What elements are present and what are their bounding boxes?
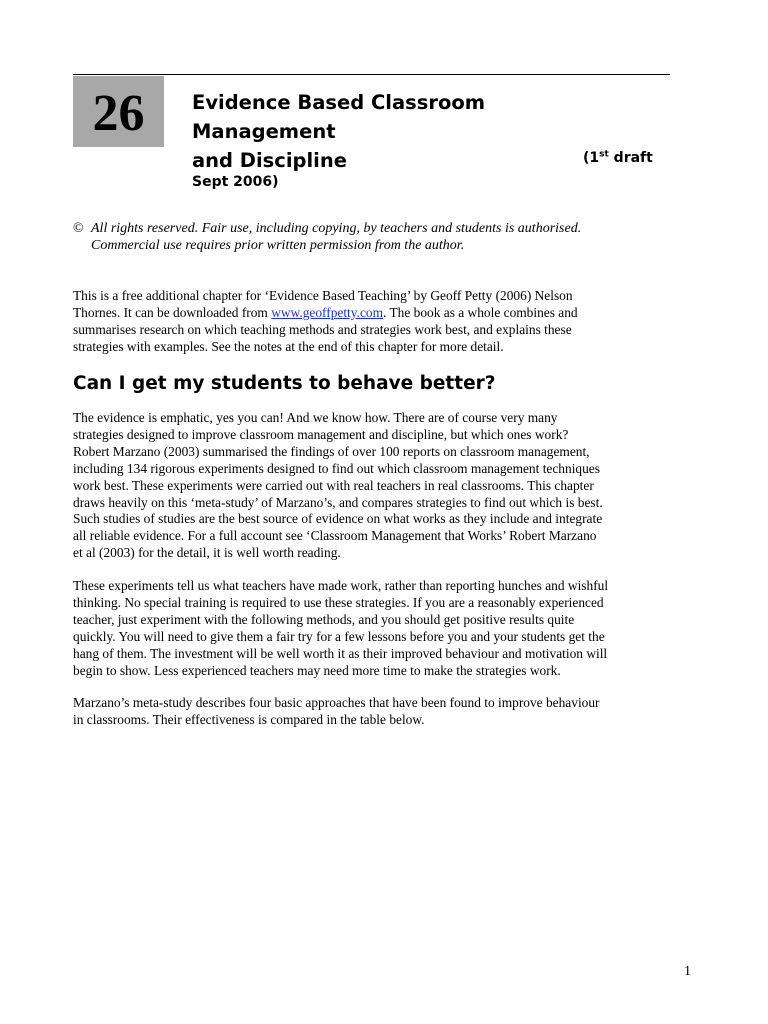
- draft-prefix: (1: [583, 150, 600, 166]
- paragraph-line: in classrooms. Their effectiveness is compared in the table below.: [73, 711, 425, 727]
- paragraph-line: hang of them. The investment will be well worth it as their improved behaviour and motivation will: [73, 645, 608, 661]
- chapter-title-line: Management: [192, 120, 336, 143]
- paragraph-line: Robert Marzano (2003) summarised the findings of over 100 reports on classroom management,: [73, 443, 590, 459]
- website-link[interactable]: www.geoffpetty.com: [271, 304, 384, 320]
- paragraph-line: The evidence is emphatic, yes you can! And we know how. There are of course very many: [73, 410, 558, 425]
- body-paragraph: [73, 410, 698, 562]
- intro-line: strategies with examples. See the notes at the end of this chapter for more detail.: [73, 338, 504, 354]
- body-paragraph: [73, 695, 698, 729]
- paragraph-line: thinking. No special training is required to use these strategies. If you are a reasonably experienced: [73, 594, 604, 610]
- intro-line: This is a free additional chapter for ‘Evidence Based Teaching’ by Geoff Petty (2006) Nelson: [73, 288, 573, 303]
- copyright-line: All rights reserved. Fair use, including copying, by teachers and students is authorised.: [91, 221, 582, 236]
- paragraph-line: begin to show. Less experienced teachers may need more time to make the strategies work.: [73, 662, 561, 678]
- paragraph-line: quickly. You will need to give them a fair try for a few lessons before you and your students get the: [73, 628, 605, 644]
- chapter-number-box: [73, 76, 164, 147]
- page-number: 1: [684, 964, 691, 979]
- chapter-number: 26: [92, 84, 145, 142]
- paragraph-line: Such studies of studies are the best source of evidence on what works as they include and integrate: [73, 511, 603, 527]
- intro-line: [73, 305, 698, 322]
- intro-line-text: Thornes. It can be downloaded from: [73, 304, 272, 320]
- paragraph-line: Marzano’s meta-study describes four basic approaches that have been found to improve behaviour: [73, 695, 600, 710]
- section-heading: Can I get my students to behave better?: [73, 373, 496, 394]
- copyright-line: Commercial use requires prior written permission from the author.: [91, 238, 465, 253]
- paragraph-line: draws heavily on this ‘meta-study’ of Marzano’s, and compares strategies to find out which is best.: [73, 494, 603, 510]
- copyright-symbol: ©: [73, 221, 84, 236]
- intro-line: summarises research on which teaching methods and strategies work best, and explains these: [73, 321, 572, 337]
- intro-paragraph: [73, 288, 698, 356]
- draft-superscript: st: [599, 149, 609, 160]
- chapter-title-line: Evidence Based Classroom: [192, 91, 486, 114]
- chapter-title-line: and Discipline: [192, 149, 347, 172]
- draft-note: [583, 150, 653, 166]
- paragraph-line: et al (2003) for the detail, it is well worth reading.: [73, 545, 341, 561]
- paragraph-line: These experiments tell us what teachers have made work, rather than reporting hunches and wishful: [73, 578, 609, 593]
- paragraph-line: strategies designed to improve classroom management and discipline, but which ones work?: [73, 426, 569, 442]
- paragraph-line: all reliable evidence. For a full account see ‘Classroom Management that Works’ Robert Marzano: [73, 528, 597, 544]
- body-paragraph: [73, 578, 698, 679]
- paragraph-line: teacher, just experiment with the following methods, and you should get positive results quite: [73, 611, 575, 627]
- draft-date: Sept 2006): [192, 174, 279, 190]
- copyright-notice: [73, 220, 693, 254]
- draft-suffix: draft: [608, 150, 653, 166]
- paragraph-line: including 134 rigorous experiments designed to find out which classroom management techniques: [73, 460, 600, 476]
- intro-line-text: . The book as a whole combines and: [383, 304, 578, 320]
- top-rule: [73, 74, 670, 75]
- paragraph-line: work best. These experiments were carried out with real teachers in real classrooms. This chapter: [73, 477, 594, 493]
